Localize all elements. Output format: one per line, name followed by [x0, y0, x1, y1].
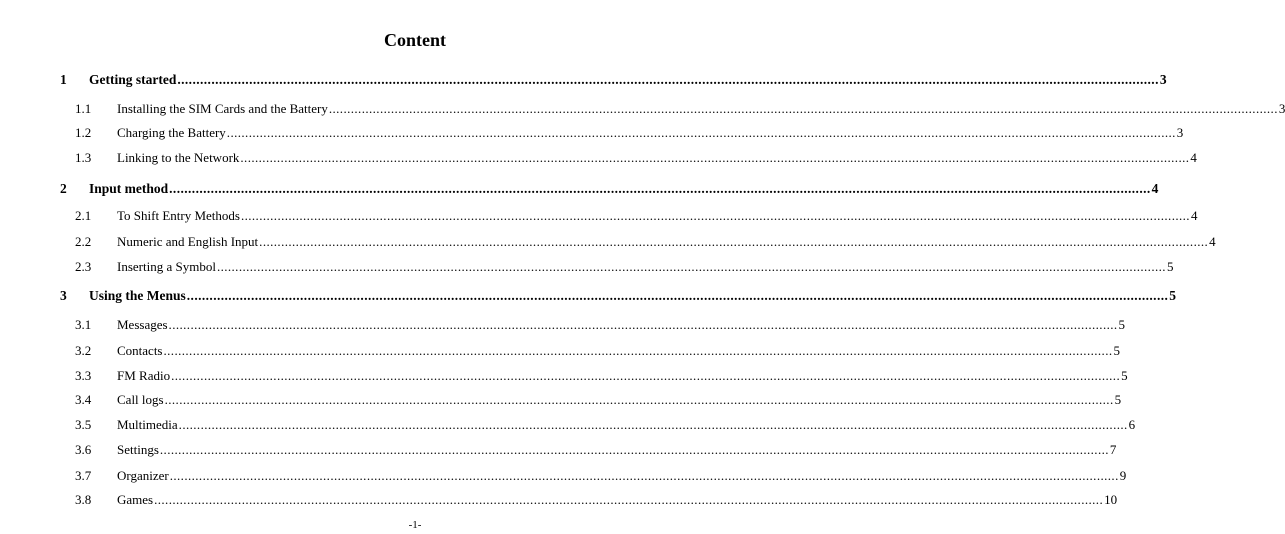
item-page: 5 — [1113, 343, 1120, 358]
section-page: 5 — [1169, 288, 1177, 303]
item-page: 4 — [1190, 150, 1197, 165]
item-page: 5 — [1114, 392, 1122, 407]
toc-item-3-3[interactable] — [75, 368, 1128, 384]
toc-item-2-3[interactable] — [75, 259, 1174, 275]
section-label: Getting started — [89, 72, 177, 87]
toc-item-3-7[interactable] — [75, 468, 1127, 484]
item-page: 4 — [1190, 208, 1198, 223]
section-page: 4 — [1151, 181, 1159, 196]
item-number: 3.6 — [75, 442, 92, 457]
item-number: 1.2 — [75, 125, 92, 140]
section-number: 1 — [60, 72, 67, 87]
item-label: Settings — [117, 442, 159, 457]
dot-leader: .................................................................................................................................................................................................................................................................... — [171, 368, 1121, 383]
toc-item-1-2[interactable] — [75, 125, 1184, 141]
dot-leader: .................................................................................................................................................................................................................................................................... — [163, 343, 1113, 358]
toc-item-2-2[interactable] — [75, 234, 1216, 250]
item-number: 3.5 — [75, 417, 92, 432]
item-label: Charging the Battery — [117, 125, 226, 140]
dot-leader: .................................................................................................................................................................................................................................................................... — [169, 181, 1151, 196]
item-label: Linking to the Network — [117, 150, 240, 165]
toc-item-2-1[interactable] — [75, 208, 1198, 224]
toc-section-1[interactable] — [60, 72, 1167, 88]
dot-leader: .................................................................................................................................................................................................................................................................... — [159, 442, 1109, 457]
item-label: Games — [117, 492, 154, 507]
item-label: Numeric and English Input — [117, 234, 259, 249]
item-label: Call logs — [117, 392, 164, 407]
item-label: FM Radio — [117, 368, 171, 383]
item-page: 4 — [1209, 234, 1216, 249]
item-page: 7 — [1109, 442, 1117, 457]
item-label: Messages — [117, 317, 168, 332]
section-number: 2 — [60, 181, 67, 196]
toc-item-3-5[interactable] — [75, 417, 1136, 433]
toc-item-3-4[interactable] — [75, 392, 1122, 408]
section-number: 3 — [60, 288, 67, 303]
dot-leader: .................................................................................................................................................................................................................................................................... — [240, 208, 1190, 223]
item-label: To Shift Entry Methods — [117, 208, 240, 223]
item-label: Contacts — [117, 343, 163, 358]
page-number-footer: -1- — [408, 519, 422, 531]
dot-leader: .................................................................................................................................................................................................................................................................... — [177, 72, 1159, 87]
section-page: 3 — [1159, 72, 1167, 87]
item-number: 3.7 — [75, 468, 92, 483]
toc-item-1-3[interactable] — [75, 150, 1197, 166]
dot-leader: .................................................................................................................................................................................................................................................................... — [259, 234, 1209, 249]
toc-item-3-6[interactable] — [75, 442, 1117, 458]
toc-section-2[interactable] — [60, 181, 1159, 197]
item-number: 3.3 — [75, 368, 92, 383]
toc-item-3-8[interactable] — [75, 492, 1118, 508]
item-number: 2.2 — [75, 234, 92, 249]
dot-leader: .................................................................................................................................................................................................................................................................... — [186, 288, 1169, 303]
toc-item-3-1[interactable] — [75, 317, 1126, 333]
item-page: 5 — [1166, 259, 1174, 274]
dot-leader: .................................................................................................................................................................................................................................................................... — [154, 492, 1104, 507]
item-label: Inserting a Symbol — [117, 259, 216, 274]
toc-item-3-2[interactable] — [75, 343, 1120, 359]
item-page: 10 — [1104, 492, 1118, 507]
item-number: 1.1 — [75, 101, 92, 116]
item-label: Installing the SIM Cards and the Battery — [117, 101, 328, 116]
dot-leader: .................................................................................................................................................................................................................................................................... — [168, 317, 1118, 332]
section-label: Input method — [89, 181, 169, 196]
item-number: 2.1 — [75, 208, 92, 223]
item-page: 9 — [1119, 468, 1127, 483]
item-page: 5 — [1118, 317, 1126, 332]
item-number: 3.8 — [75, 492, 92, 507]
dot-leader: .................................................................................................................................................................................................................................................................... — [178, 417, 1128, 432]
dot-leader: .................................................................................................................................................................................................................................................................... — [216, 259, 1166, 274]
dot-leader: .................................................................................................................................................................................................................................................................... — [328, 101, 1278, 116]
section-label: Using the Menus — [89, 288, 186, 303]
item-number: 3.2 — [75, 343, 92, 358]
item-page: 3 — [1176, 125, 1184, 140]
toc-item-1-1[interactable] — [75, 101, 1285, 117]
dot-leader: .................................................................................................................................................................................................................................................................... — [169, 468, 1119, 483]
item-page: 3 — [1278, 101, 1285, 116]
dot-leader: .................................................................................................................................................................................................................................................................... — [164, 392, 1114, 407]
toc-section-3[interactable] — [60, 288, 1177, 304]
dot-leader: .................................................................................................................................................................................................................................................................... — [226, 125, 1176, 140]
item-label: Multimedia — [117, 417, 178, 432]
item-page: 5 — [1121, 368, 1128, 383]
item-number: 3.1 — [75, 317, 92, 332]
page-title: Content — [384, 30, 446, 50]
item-label: Organizer — [117, 468, 169, 483]
dot-leader: .................................................................................................................................................................................................................................................................... — [240, 150, 1190, 165]
item-number: 3.4 — [75, 392, 92, 407]
item-number: 1.3 — [75, 150, 92, 165]
item-page: 6 — [1128, 417, 1136, 432]
item-number: 2.3 — [75, 259, 92, 274]
